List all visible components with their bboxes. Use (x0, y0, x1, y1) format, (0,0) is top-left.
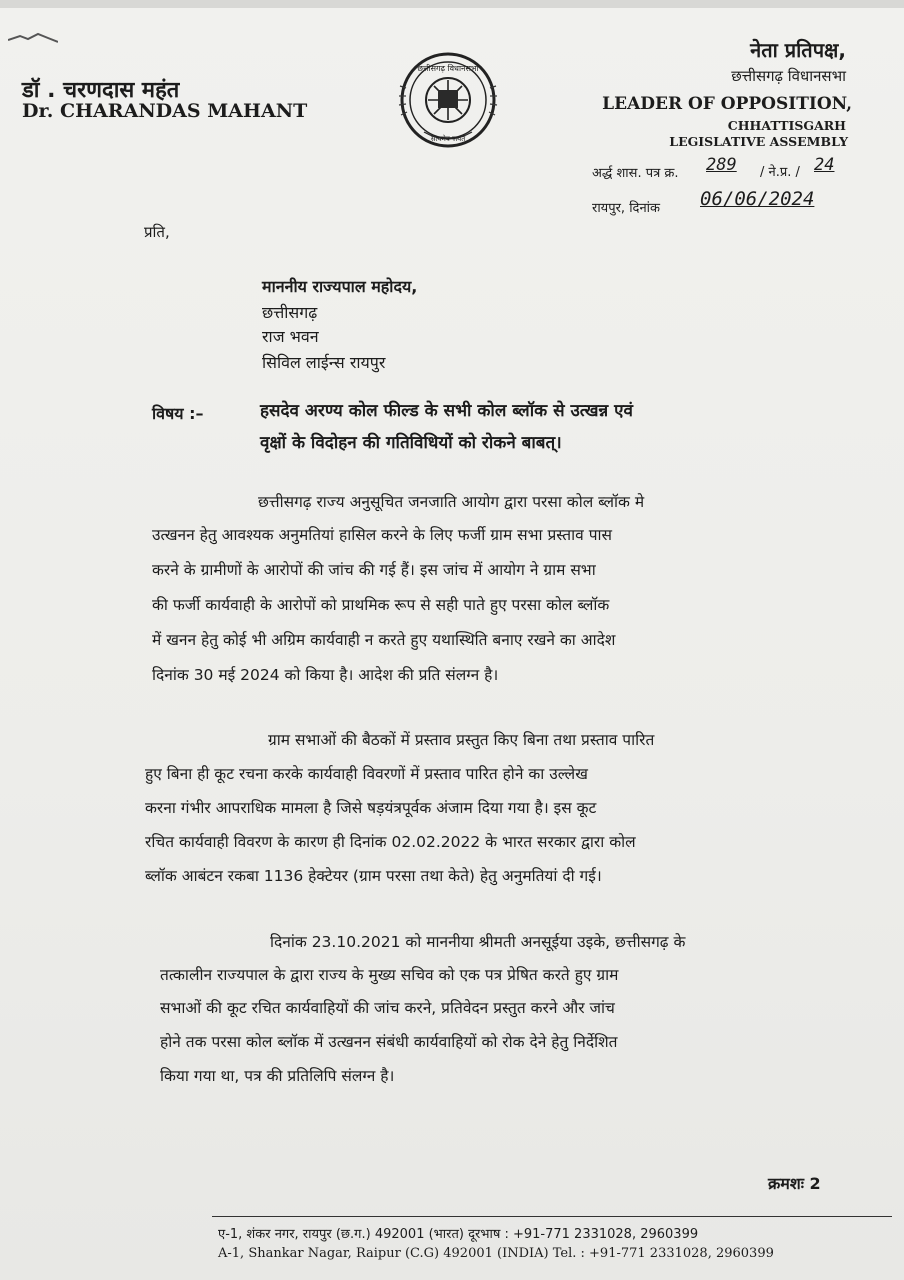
recipient-line: सिविल लाईन्स रायपुर (262, 353, 386, 372)
reference-year: 24 (814, 155, 835, 175)
paragraph-line: ग्राम सभाओं की बैठकों में प्रस्ताव प्रस्तुत किए बिना तथा प्रस्ताव पारित (268, 731, 655, 749)
reference-separator: / ने.प्र. / (760, 165, 800, 180)
date-value: 06/06/2024 (700, 188, 815, 210)
footer-divider (212, 1216, 892, 1217)
paragraph-line: किया गया था, पत्र की प्रतिलिपि संलग्न है। (160, 1067, 395, 1085)
subject-label: विषय :– (152, 404, 204, 423)
emblem-bottom-text: सत्यमेव जयते (430, 135, 466, 143)
footer-address-english: A-1, Shankar Nagar, Raipur (C.G) 492001 (INDIA) Tel. : +91-771 2331028, 2960399 (218, 1246, 774, 1261)
subject-line: वृक्षों के विदोहन की गतिविधियों को रोकने बाबत्। (260, 433, 562, 453)
recipient-line: माननीय राज्यपाल महोदय, (262, 277, 418, 296)
paragraph-line: दिनांक 30 मई 2024 को किया है। आदेश की प्रति संलग्न है। (152, 666, 499, 684)
paragraph-line: सभाओं की कूट रचित कार्यवाहियों की जांच करने, प्रतिवेदन प्रस्तुत करने और जांच (160, 999, 615, 1017)
continuation-marker: क्रमशः 2 (768, 1174, 821, 1193)
paragraph-line: करना गंभीर आपराधिक मामला है जिसे षड़यंत्रपूर्वक अंजाम दिया गया है। इस कूट (145, 799, 597, 817)
torn-corner-mark (8, 30, 58, 44)
recipient-line: राज भवन (262, 327, 319, 346)
paragraph-line: छत्तीसगढ़ राज्य अनुसूचित जनजाति आयोग द्वारा परसा कोल ब्लॉक मे (258, 493, 645, 511)
paragraph-line: में खनन हेतु कोई भी अग्रिम कार्यवाही न करते हुए यथास्थिति बनाए रखने का आदेश (152, 631, 616, 649)
assembly-name-hindi: छत्तीसगढ़ विधानसभा (731, 67, 846, 85)
sender-name-english: Dr. CHARANDAS MAHANT (22, 100, 308, 122)
paragraph-line: रचित कार्यवाही विवरण के कारण ही दिनांक 02.02.2022 के भारत सरकार द्वारा कोल (145, 833, 636, 851)
reference-number: 289 (706, 155, 737, 175)
recipient-line: छत्तीसगढ़ (262, 303, 318, 322)
emblem-top-text: छत्तीसगढ़ विधानसभा (417, 64, 479, 73)
reference-label: अर्द्ध शास. पत्र क्र. (592, 166, 679, 181)
state-english: CHHATTISGARH (727, 118, 846, 133)
date-label: रायपुर, दिनांक (592, 201, 661, 216)
paragraph-line: उत्खनन हेतु आवश्यक अनुमतियां हासिल करने के लिए फर्जी ग्राम सभा प्रस्ताव पास (152, 526, 613, 544)
paragraph-line: ब्लॉक आबंटन रकबा 1136 हेक्टेयर (ग्राम परसा तथा केते) हेतु अनुमतियां दी गई। (145, 867, 602, 885)
footer-address-hindi: ए-1, शंकर नगर, रायपुर (छ.ग.) 492001 (भारत) दूरभाष : +91-771 2331028, 2960399 (218, 1227, 699, 1242)
assembly-name-english: LEGISLATIVE ASSEMBLY (669, 134, 848, 149)
paragraph-line: तत्कालीन राज्यपाल के द्वारा राज्य के मुख्य सचिव को एक पत्र प्रेषित करते हुए ग्राम (160, 966, 619, 984)
top-shadow (0, 0, 904, 8)
paragraph-line: करने के ग्रामीणों के आरोपों की जांच की गई हैं। इस जांच में आयोग ने ग्राम सभा (152, 561, 596, 579)
designation-english: LEADER OF OPPOSITION, (602, 94, 852, 114)
assembly-emblem-icon (398, 48, 498, 152)
subject-line: हसदेव अरण्य कोल फील्ड के सभी कोल ब्लॉक से उत्खन्न एवं (260, 401, 633, 421)
designation-hindi: नेता प्रतिपक्ष, (750, 38, 846, 62)
paragraph-line: होने तक परसा कोल ब्लॉक में उत्खनन संबंधी कार्यवाहियों को रोक देने हेतु निर्देशित (160, 1033, 618, 1051)
sender-name-hindi: डॉ . चरणदास महंत (22, 78, 180, 103)
to-label: प्रति, (144, 223, 170, 241)
paragraph-line: दिनांक 23.10.2021 को माननीया श्रीमती अनसूईया उइके, छत्तीसगढ़ के (270, 933, 686, 951)
paragraph-line: की फर्जी कार्यवाही के आरोपों को प्राथमिक रूप से सही पाते हुए परसा कोल ब्लॉक (152, 596, 610, 614)
paragraph-line: हुए बिना ही कूट रचना करके कार्यवाही विवरणों में प्रस्ताव पारित होने का उल्लेख (145, 765, 588, 783)
